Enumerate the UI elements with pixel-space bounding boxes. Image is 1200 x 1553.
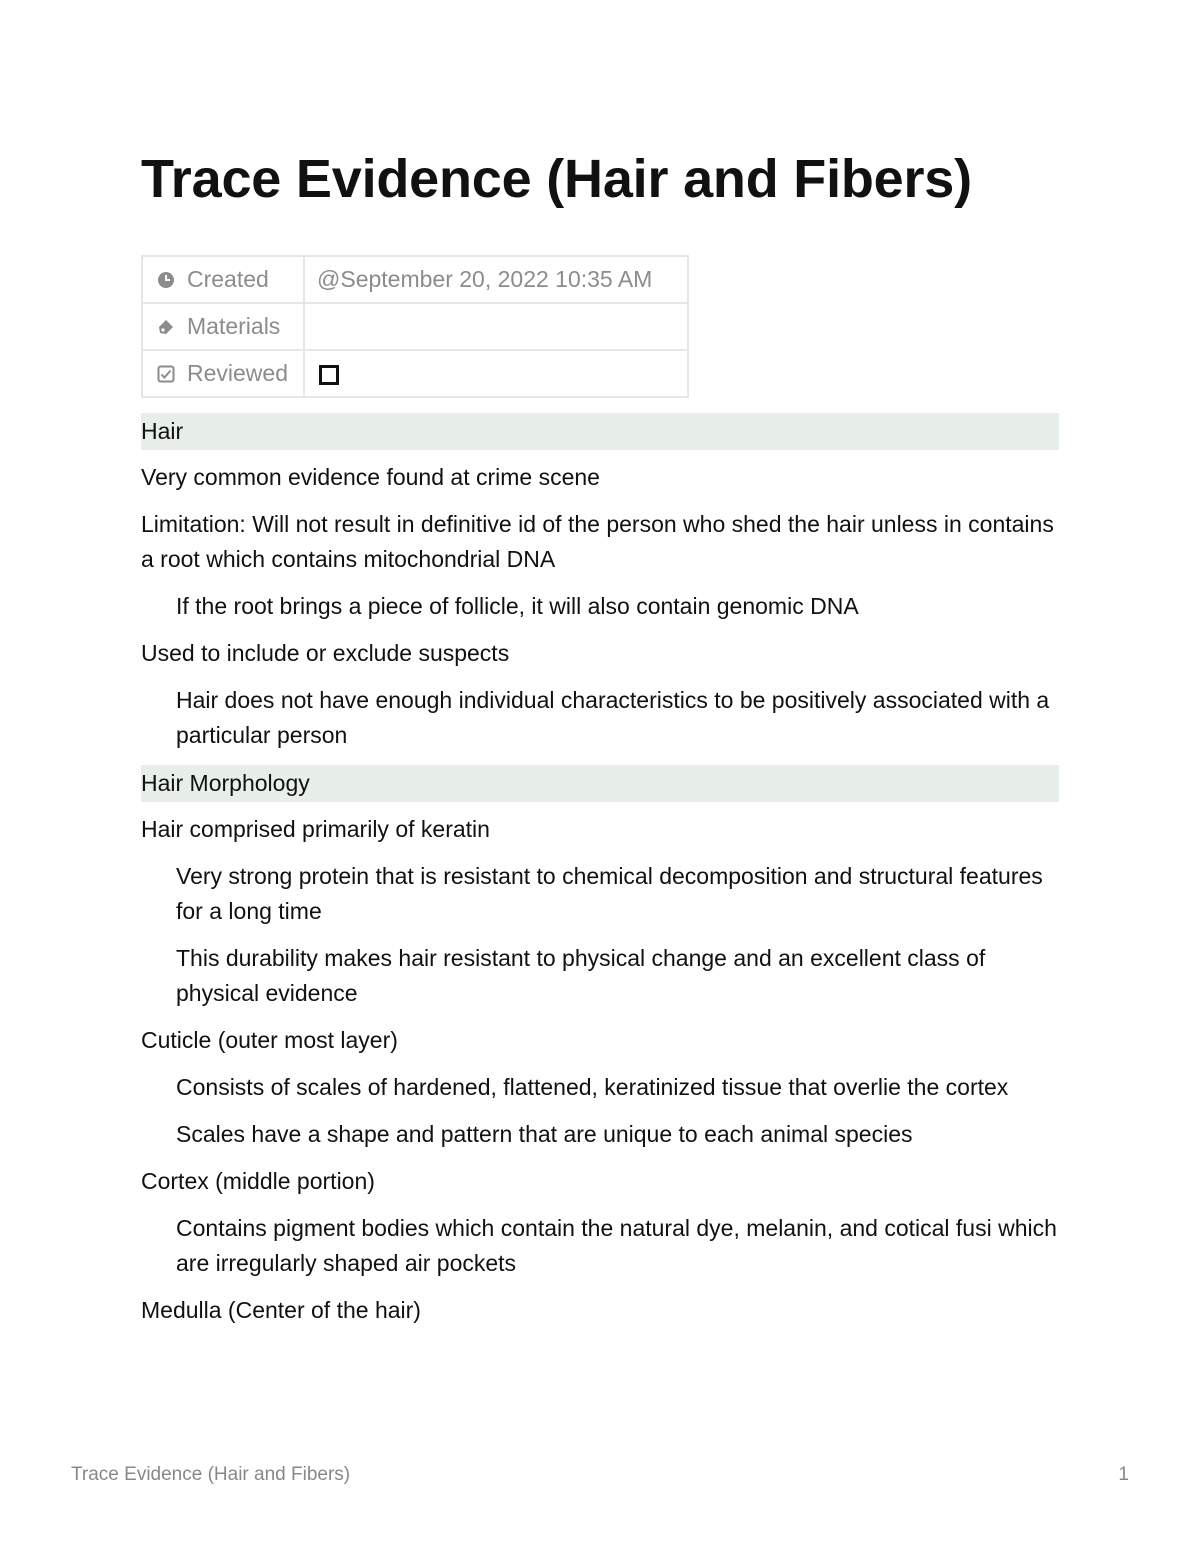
footer-title: Trace Evidence (Hair and Fibers)	[71, 1464, 351, 1485]
reviewed-checkbox[interactable]	[319, 365, 339, 385]
tag-icon	[156, 317, 176, 337]
list-item: Medulla (Center of the hair)	[141, 1297, 421, 1323]
property-row-materials	[142, 303, 688, 350]
section-heading-hair: Hair	[141, 413, 1059, 450]
materials-value[interactable]	[304, 303, 688, 350]
page-title: Trace Evidence (Hair and Fibers)	[141, 149, 972, 209]
list-item: Scales have a shape and pattern that are unique to each animal species	[176, 1121, 913, 1147]
property-label-reviewed: Reviewed	[187, 360, 288, 386]
list-item: Limitation: Will not result in definitive id of the person who shed the hair unless in contains a root which contains mitochondrial DNA	[141, 511, 1054, 572]
list-item: Cuticle (outer most layer)	[141, 1027, 398, 1053]
property-label-created: Created	[187, 266, 269, 292]
properties-table	[141, 255, 689, 398]
property-row-created	[142, 256, 688, 303]
property-label-materials: Materials	[187, 313, 281, 339]
property-row-reviewed	[142, 350, 688, 397]
list-item: Hair comprised primarily of keratin	[141, 816, 490, 842]
list-item: Consists of scales of hardened, flattened, keratinized tissue that overlie the cortex	[176, 1074, 1009, 1100]
list-item: Contains pigment bodies which contain the natural dye, melanin, and cotical fusi which are irregularly shaped air pockets	[176, 1215, 1057, 1276]
list-item: Hair does not have enough individual characteristics to be positively associated with a particular person	[176, 687, 1050, 748]
list-item: This durability makes hair resistant to physical change and an excellent class of physical evidence	[176, 945, 986, 1006]
list-item: Cortex (middle portion)	[141, 1168, 375, 1194]
list-item: If the root brings a piece of follicle, it will also contain genomic DNA	[176, 593, 859, 619]
clock-icon	[156, 270, 176, 290]
created-date-value[interactable]: @September 20, 2022 10:35 AM	[304, 256, 688, 303]
list-item: Very strong protein that is resistant to chemical decomposition and structural features for a long time	[176, 863, 1043, 924]
section-heading-hair-morphology: Hair Morphology	[141, 765, 1059, 802]
page-content	[141, 413, 1059, 1340]
checkbox-icon	[156, 364, 176, 384]
footer-page-number: 1	[1118, 1464, 1129, 1485]
list-item: Very common evidence found at crime scene	[141, 464, 600, 490]
list-item: Used to include or exclude suspects	[141, 640, 510, 666]
